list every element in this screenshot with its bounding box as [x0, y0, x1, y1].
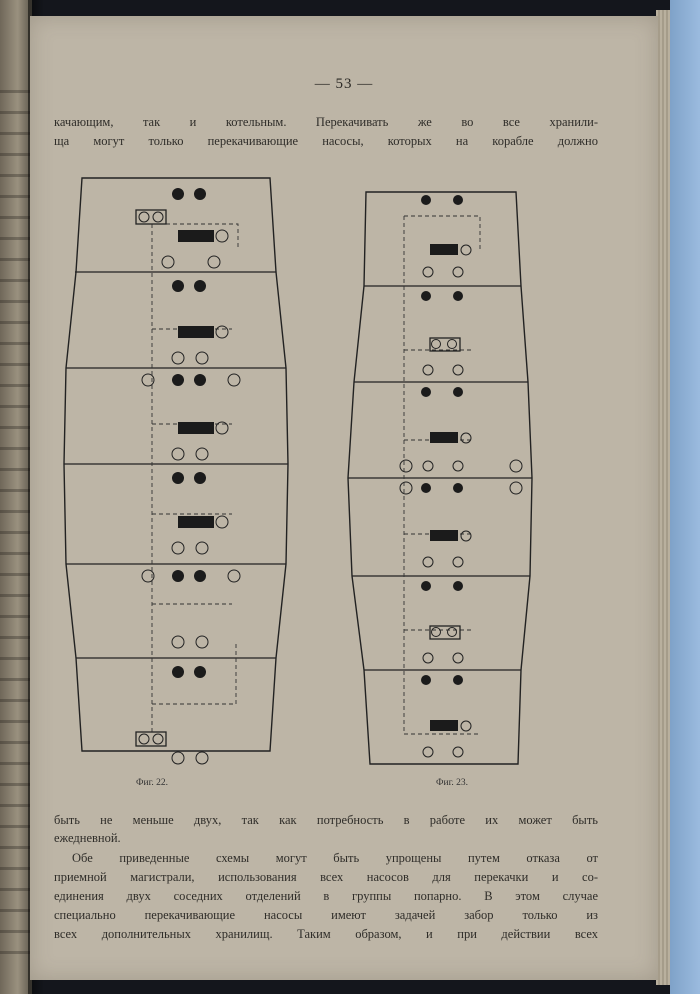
page-number: — 53 —: [314, 76, 374, 92]
text-line: специально перекачивающие насосы имеют задачей забор только из: [54, 908, 598, 922]
facing-page-text: [0, 90, 30, 970]
text-line: приемной магистрали, использования всех насосов для перекачки и со-: [54, 870, 598, 884]
figure-23-diagram: [346, 174, 582, 774]
book-cover: [670, 0, 700, 994]
text-line: быть не меньше двух, так как потребность в работе их может быть: [54, 813, 598, 827]
text-line: ща могут только перекачивающие насосы, которых на корабле должно: [54, 134, 598, 148]
book-page: [30, 16, 658, 980]
figure-22-caption: Фиг. 22.: [136, 778, 169, 788]
text-line: единения двух соседних отделений в группы попарно. В этом случае: [54, 889, 598, 903]
text-line: Обе приведенные схемы могут быть упрощены путем отказа от: [72, 851, 598, 865]
text-line: качающим, так и котельным. Перекачивать же во все хранили-: [54, 115, 598, 129]
text-line: ежедневной.: [54, 831, 121, 845]
figure-23-caption: Фиг. 23.: [436, 778, 469, 788]
figure-22-diagram: [60, 174, 296, 774]
text-line: всех дополнительных хранилищ. Таким образом, и при действии всех: [54, 927, 598, 941]
